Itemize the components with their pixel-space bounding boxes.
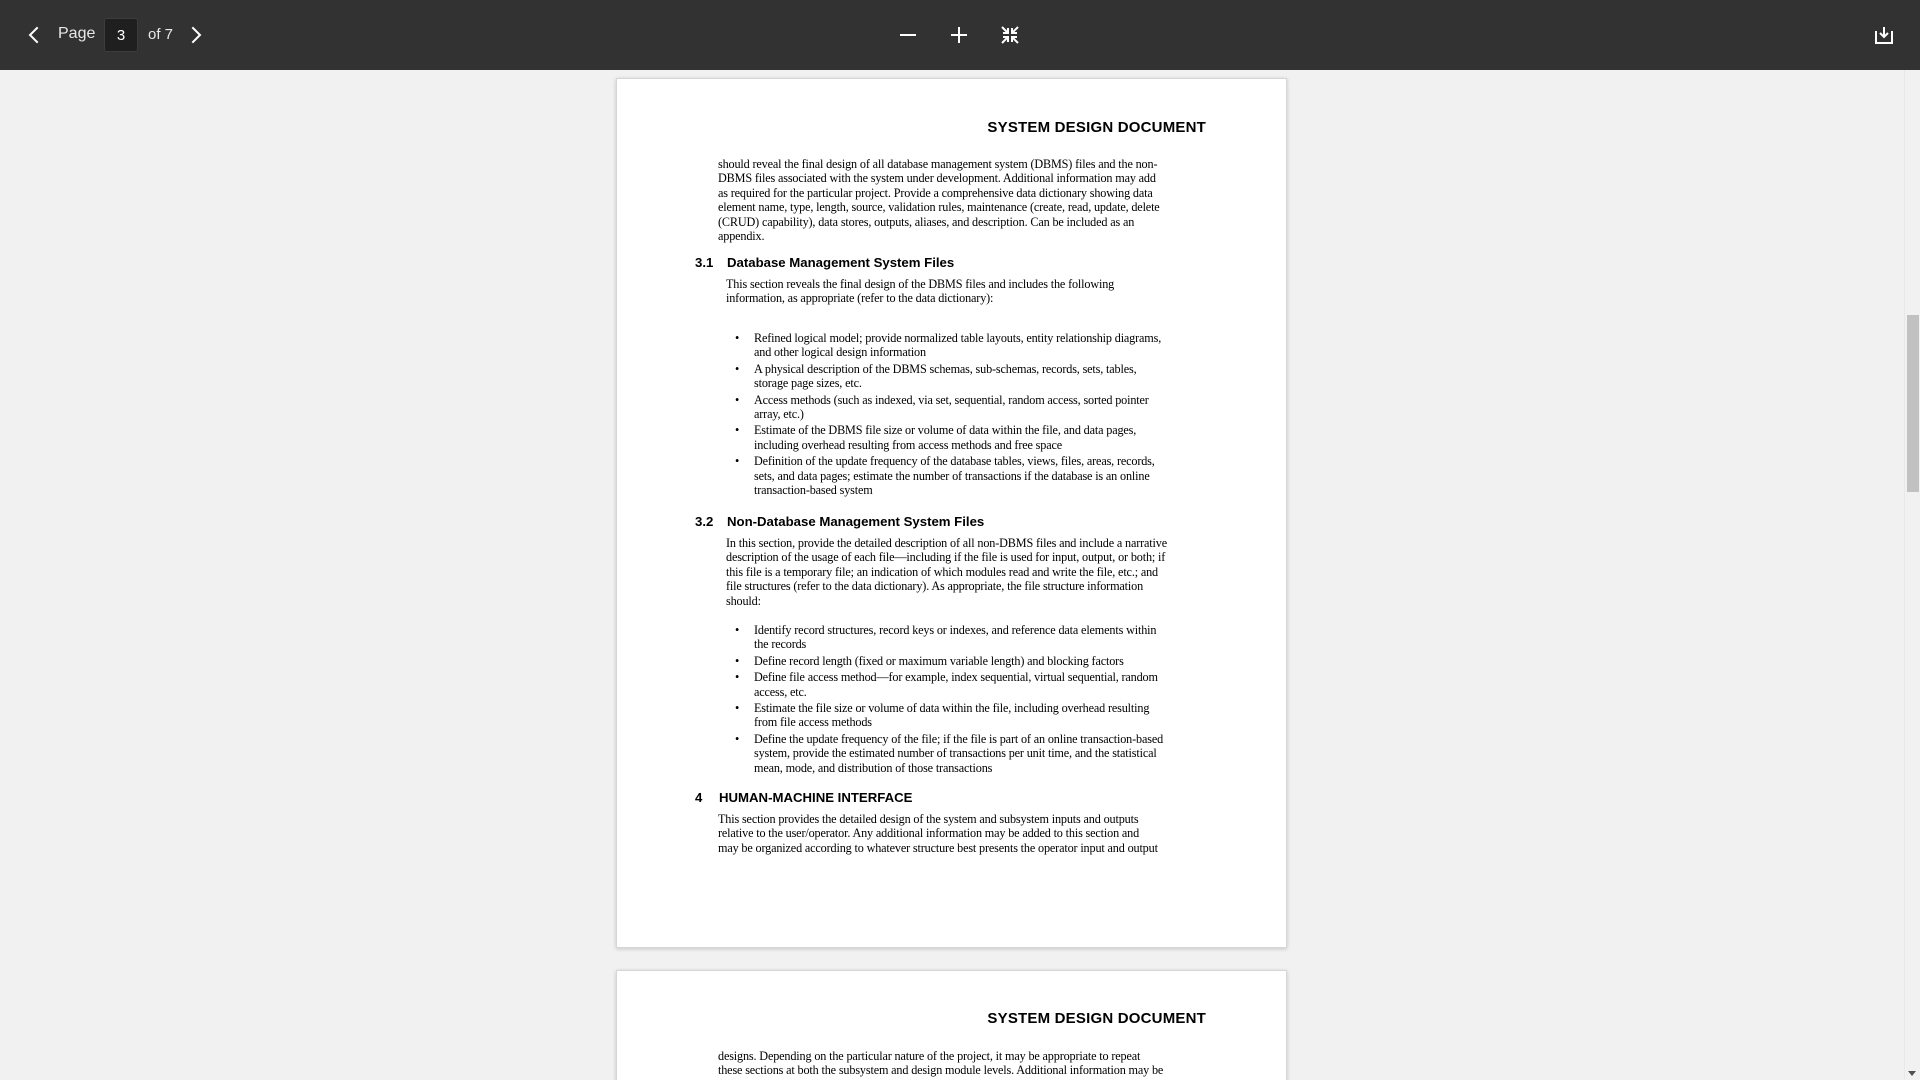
minus-icon [898,25,918,45]
zoom-in-button[interactable] [939,15,979,55]
document-viewer[interactable] [0,70,1920,1080]
download-icon [1874,25,1894,45]
list-item: • A physical description of the DBMS schemas, sub-schemas, records, sets, tables, storage page sizes, etc. [735,361,1137,391]
document-page [616,78,1287,948]
section-3-1-bullets [735,331,1224,499]
list-item: • Refined logical model; provide normalized table layouts, entity relationship diagrams, and other logical design information [735,331,1162,360]
page-total: of 7 [148,26,174,43]
list-item: • Define the update frequency of the file; if the file is part of an online transaction-based system, provide the estimated number of transactions per unit time, and the statistical mean, mode, and distribution of those transactions [735,731,1164,775]
intro-paragraph: designs. Depending on the particular nature of the project, it may be appropriate to repeat these sections at both the subsystem and design module levels. Additional information may be [718,1049,1164,1078]
list-item: • Define file access method—for example, index sequential, virtual sequential, random access, etc. [735,670,1158,699]
intro-paragraph: should reveal the final design of all database management system (DBMS) files and the non- DBMS files associated with the system under development. Additional information may add as required for the particular project. Provide a comprehensive data dictionary showing data element name, type, length, source, validation rules, maintenance (create, read, update, delete (CRUD) capability), data stores, outputs, aliases, and description. Can be included as an appendix. [718,157,1160,244]
next-page-button[interactable] [176,15,216,55]
section-number: 3.2 [695,514,714,529]
chevron-right-icon [186,25,206,45]
previous-page-button[interactable] [14,15,54,55]
section-title: HUMAN-MACHINE INTERFACE [719,790,913,805]
zoom-out-button[interactable] [888,15,928,55]
list-item: • Define record length (fixed or maximum variable length) and blocking factors [735,653,1124,668]
vertical-scrollbar[interactable] [1904,70,1920,1080]
section-title: Non-Database Management System Files [727,514,985,529]
pdf-toolbar [0,0,1920,70]
section-3-1-body: This section reveals the final design of the DBMS files and includes the following information, as appropriate (refer to the data dictionary): [726,277,1115,306]
list-item: • Identify record structures, record keys or indexes, and reference data elements within the records [735,623,1157,652]
section-number: 3.1 [695,255,714,270]
list-item: • Definition of the update frequency of the database tables, views, files, areas, records, sets, and data pages; estimate the number of transactions if the database is an online transaction-based system [735,454,1155,498]
list-item: • Access methods (such as indexed, via set, sequential, random access, sorted pointer array, etc.) [735,392,1149,422]
scroll-down-arrow-icon[interactable] [1908,1071,1916,1076]
section-3-2-body: In this section, provide the detailed description of all non-DBMS files and include a narrative description of the usage of each file—including if the file is used for input, output, or both; if this file is a temporary file; an indication of which modules read and write the file, etc.; and file structures (refer to the data dictionary). As appropriate, the file structure information should: [726,536,1167,608]
section-number: 4 [695,790,703,805]
section-3-2-heading [695,514,984,529]
plus-icon [949,25,969,45]
section-4-body: This section provides the detailed design of the system and subsystem inputs and outputs relative to the user/operator. Any additional information may be added to this section and may be organized according to whatever structure best presents the operator input and output [718,812,1158,855]
section-3-1-heading [695,255,954,270]
chevron-left-icon [24,25,44,45]
page-label: Page [58,25,96,42]
document-page [616,970,1287,1080]
section-title: Database Management System Files [727,255,955,270]
document-header: SYSTEM DESIGN DOCUMENT [987,1010,1206,1027]
fit-to-page-icon [1000,25,1020,45]
document-header: SYSTEM DESIGN DOCUMENT [987,119,1206,136]
list-item: • Estimate of the DBMS file size or volume of data within the file, and data pages, including overhead resulting from access methods and free space [735,423,1137,452]
section-4-heading [695,790,912,805]
fit-to-page-button[interactable] [990,15,1030,55]
section-3-2-bullets [735,623,1224,777]
list-item: • Estimate the file size or volume of data within the file, including overhead resulting from file access methods [735,701,1150,730]
scrollbar-thumb[interactable] [1907,315,1919,492]
download-button[interactable] [1864,15,1904,55]
page-number-input[interactable]: 3 [104,18,138,52]
